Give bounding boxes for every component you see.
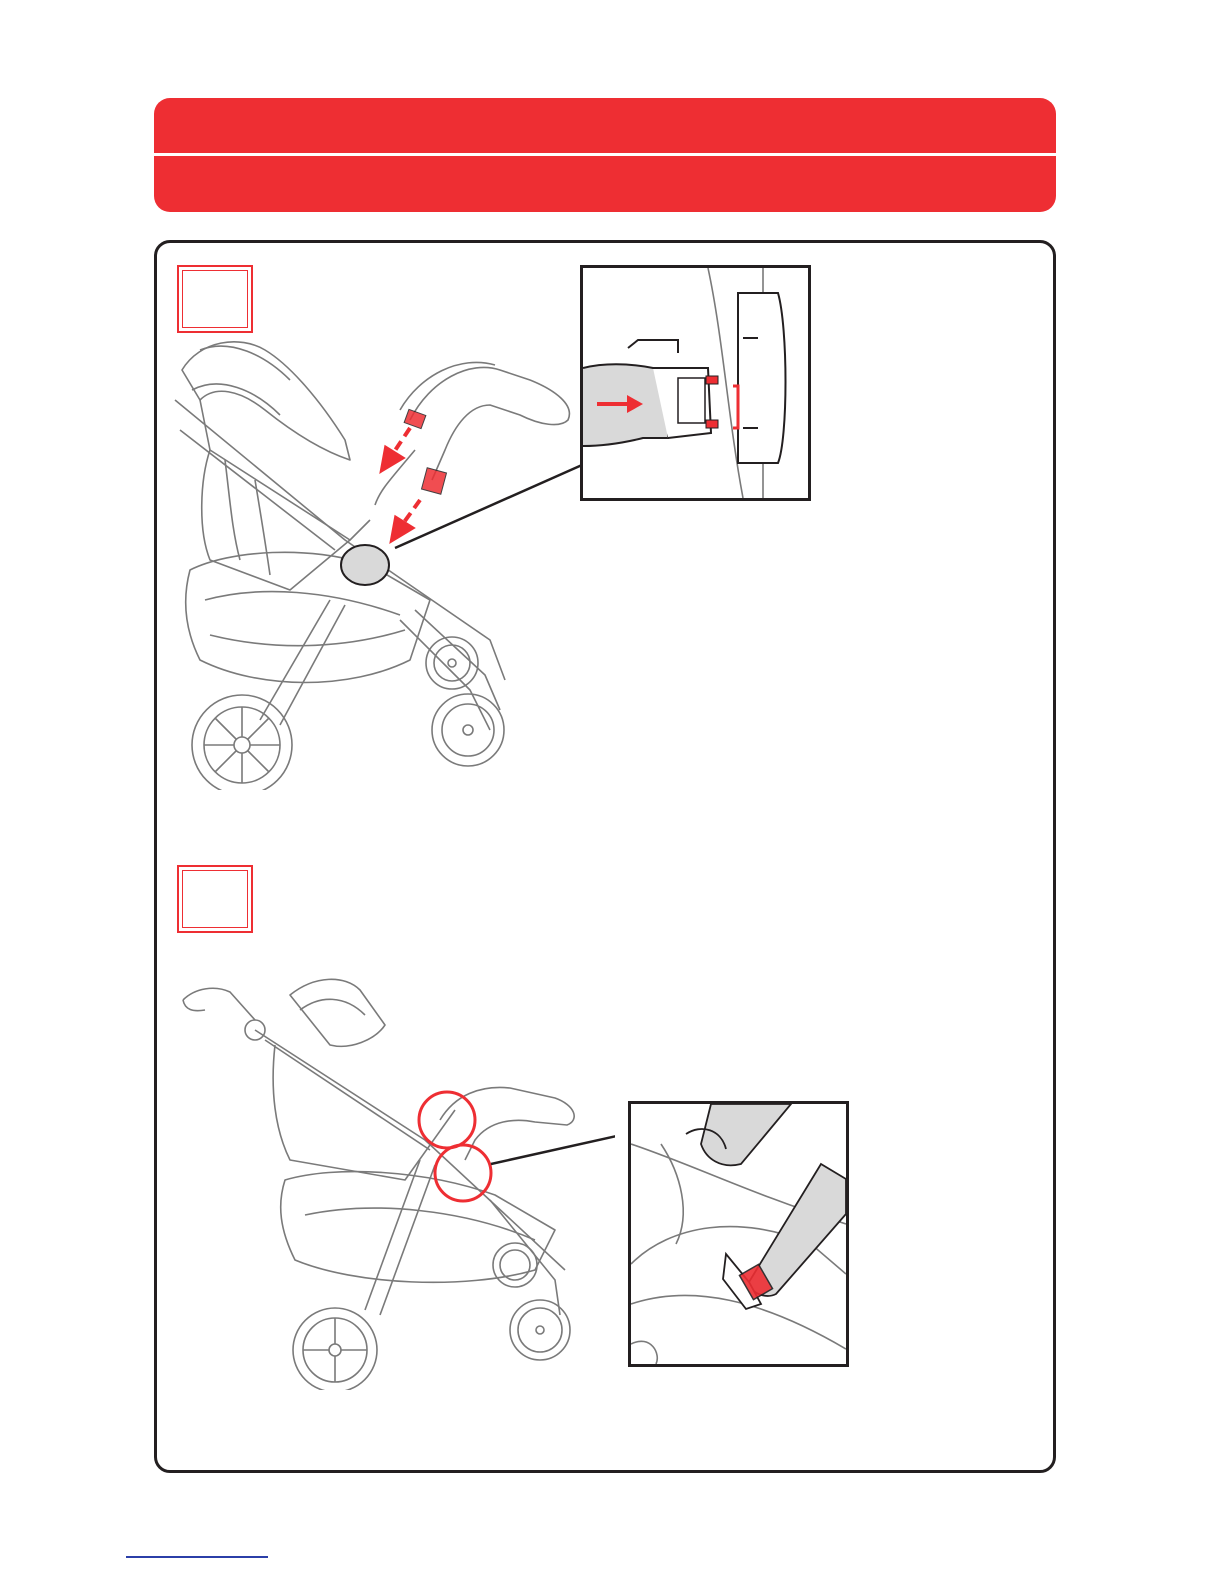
step-2-detail-illustration — [631, 1104, 846, 1364]
step-1-number — [179, 267, 251, 331]
step-1-box — [177, 265, 253, 333]
step-2-box — [177, 865, 253, 933]
step-1-detail-inset — [580, 265, 811, 501]
footer-link-underline[interactable] — [126, 1556, 268, 1558]
step-1-stroller-illustration — [170, 330, 590, 790]
header-divider — [154, 153, 1056, 156]
step-2-number — [179, 867, 251, 931]
step-1-detail-illustration — [583, 268, 808, 498]
step-2-detail-inset — [628, 1101, 849, 1367]
section-header — [154, 98, 1056, 212]
step-2-stroller-illustration — [175, 970, 615, 1390]
